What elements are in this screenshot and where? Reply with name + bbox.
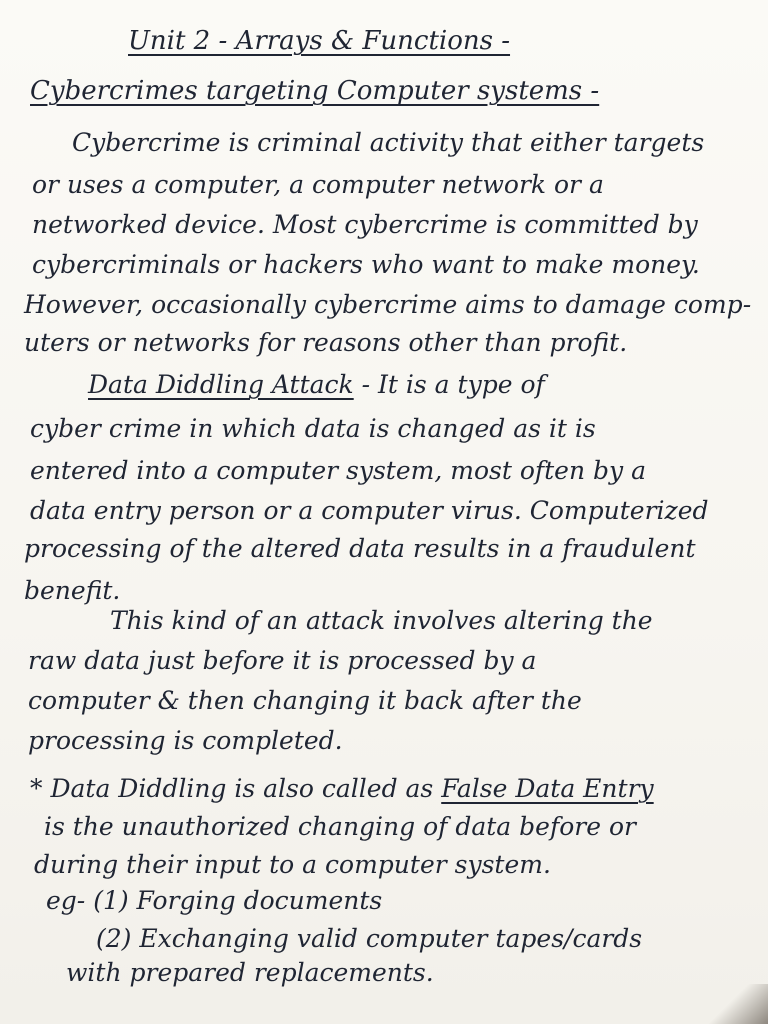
false-entry-line-2: during their input to a computer system. xyxy=(34,850,551,879)
unit-heading: Unit 2 - Arrays & Functions - xyxy=(128,26,511,56)
false-entry-prefix: * Data Diddling is also called as xyxy=(30,774,442,803)
diddling-line-5: benefit. xyxy=(24,576,121,605)
diddling-heading-line xyxy=(88,372,545,397)
false-entry-line-1: is the unauthorized changing of data before or xyxy=(44,812,636,841)
intro-line-6: uters or networks for reasons other than profit. xyxy=(24,328,628,357)
example-3: with prepared replacements. xyxy=(66,958,434,987)
diddling-line-4: processing of the altered data results in a fraudulent xyxy=(24,534,696,563)
false-entry-term: False Data Entry xyxy=(441,774,654,803)
diddling-heading-rest: - It is a type of xyxy=(353,370,545,399)
diddling-line-2: entered into a computer system, most often by a xyxy=(30,456,647,485)
intro-line-5: However, occasionally cybercrime aims to damage comp- xyxy=(24,290,752,319)
intro-line-1: Cybercrime is criminal activity that either targets xyxy=(72,128,705,157)
example-1: eg- (1) Forging documents xyxy=(46,886,383,915)
section-title: Cybercrimes targeting Computer systems - xyxy=(30,76,600,106)
attack-line-4: processing is completed. xyxy=(28,726,343,755)
intro-line-2: or uses a computer, a computer network or a xyxy=(32,170,604,199)
intro-line-3: networked device. Most cybercrime is committed by xyxy=(32,210,698,239)
diddling-line-3: data entry person or a computer virus. Computerized xyxy=(30,496,709,525)
attack-line-1: This kind of an attack involves altering the xyxy=(110,606,653,635)
intro-line-4: cybercriminals or hackers who want to make money. xyxy=(32,250,700,279)
diddling-heading: Data Diddling Attack xyxy=(88,370,354,399)
page-corner-shadow xyxy=(708,984,768,1024)
attack-line-3: computer & then changing it back after the xyxy=(28,686,582,715)
diddling-line-1: cyber crime in which data is changed as it is xyxy=(30,414,596,443)
false-entry-heading-line xyxy=(30,776,654,801)
example-2: (2) Exchanging valid computer tapes/cards xyxy=(96,924,643,953)
attack-line-2: raw data just before it is processed by a xyxy=(28,646,537,675)
